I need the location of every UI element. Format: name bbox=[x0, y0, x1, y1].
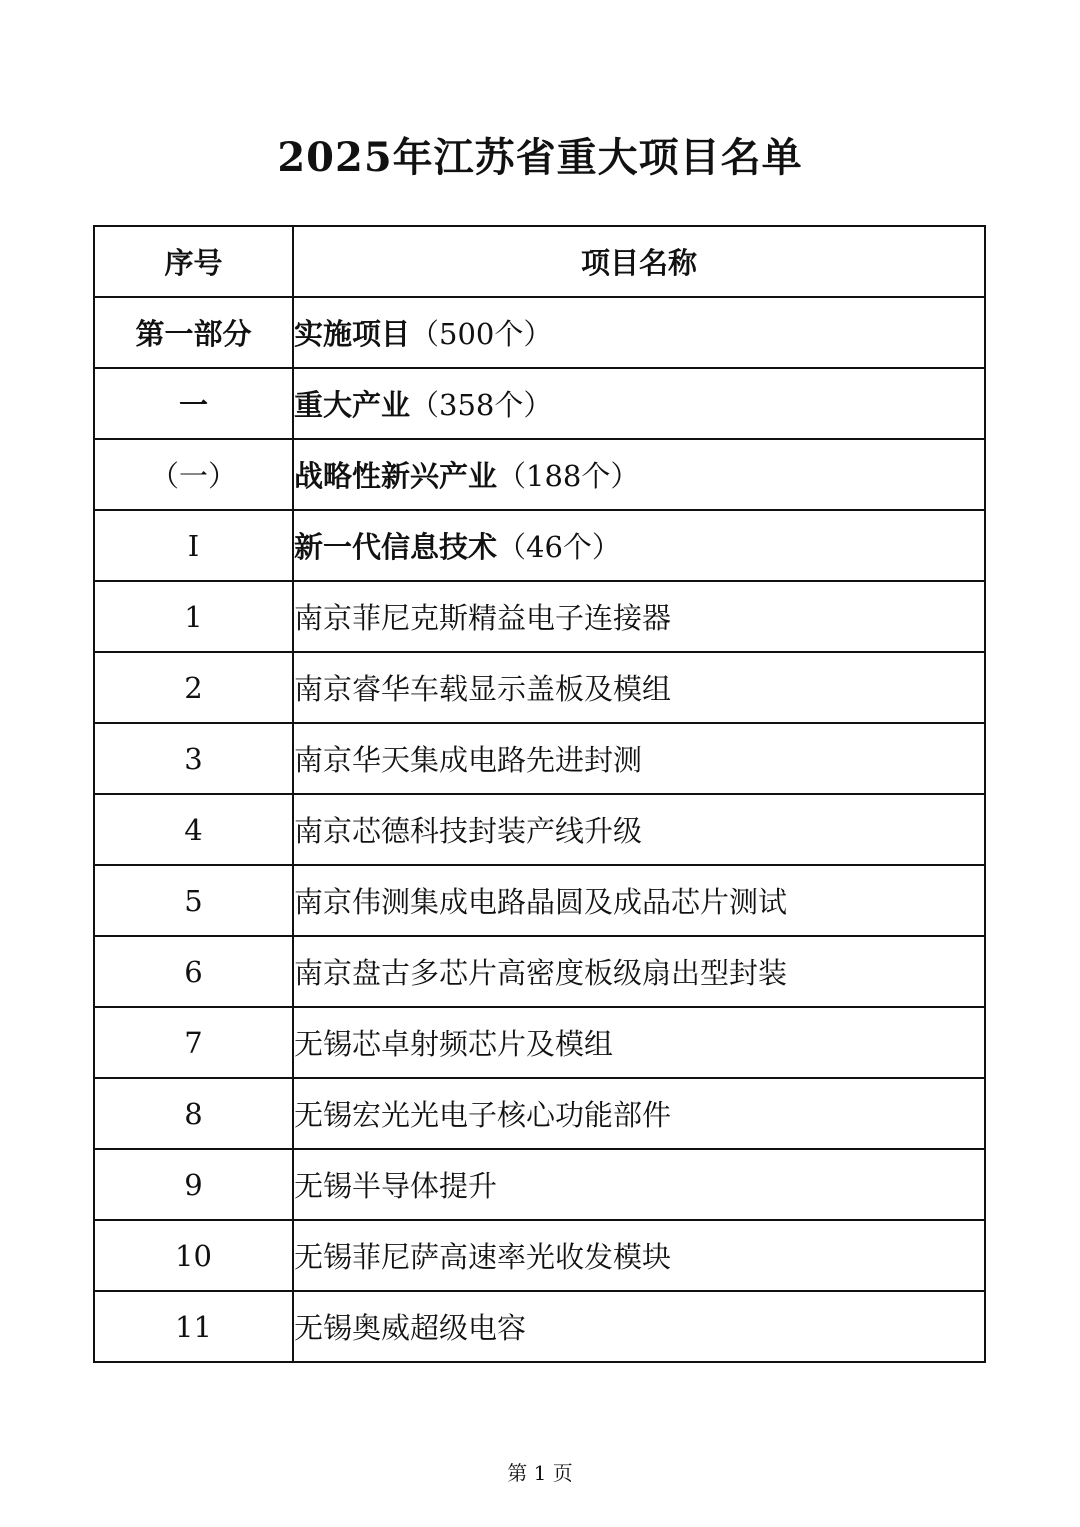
row-seq: 7 bbox=[94, 1007, 293, 1078]
section-count: （46个） bbox=[497, 530, 621, 564]
row-seq: 9 bbox=[94, 1149, 293, 1220]
section-seq: （一） bbox=[94, 439, 293, 510]
row-seq: 6 bbox=[94, 936, 293, 1007]
row-project-name: 无锡菲尼萨高速率光收发模块 bbox=[293, 1220, 985, 1291]
section-row-part bbox=[94, 297, 985, 368]
section-name-cell bbox=[293, 368, 985, 439]
section-count: （500个） bbox=[410, 317, 553, 351]
row-project-name: 无锡奥威超级电容 bbox=[293, 1291, 985, 1362]
table-row bbox=[94, 936, 985, 1007]
section-count: （188个） bbox=[497, 459, 640, 493]
table-row bbox=[94, 1291, 985, 1362]
row-seq: 11 bbox=[94, 1291, 293, 1362]
row-seq: 4 bbox=[94, 794, 293, 865]
row-seq: 10 bbox=[94, 1220, 293, 1291]
row-project-name: 无锡宏光光电子核心功能部件 bbox=[293, 1078, 985, 1149]
header-name: 项目名称 bbox=[293, 226, 985, 297]
section-seq: 第一部分 bbox=[94, 297, 293, 368]
table-row bbox=[94, 1078, 985, 1149]
table-row bbox=[94, 1007, 985, 1078]
project-table bbox=[93, 225, 986, 1363]
section-name-cell bbox=[293, 297, 985, 368]
row-project-name: 南京华天集成电路先进封测 bbox=[293, 723, 985, 794]
section-count: （358个） bbox=[410, 388, 553, 422]
page-number: 第 1 页 bbox=[507, 1461, 573, 1485]
table-row bbox=[94, 723, 985, 794]
row-project-name: 南京盘古多芯片高密度板级扇出型封装 bbox=[293, 936, 985, 1007]
row-project-name: 南京睿华车载显示盖板及模组 bbox=[293, 652, 985, 723]
section-seq: Ⅰ bbox=[94, 510, 293, 581]
section-seq: 一 bbox=[94, 368, 293, 439]
row-project-name: 南京芯德科技封装产线升级 bbox=[293, 794, 985, 865]
section-name-cell bbox=[293, 510, 985, 581]
table-row bbox=[94, 865, 985, 936]
section-name: 新一代信息技术 bbox=[294, 530, 498, 564]
header-seq: 序号 bbox=[94, 226, 293, 297]
row-seq: 3 bbox=[94, 723, 293, 794]
section-row-subcategory bbox=[94, 439, 985, 510]
row-seq: 2 bbox=[94, 652, 293, 723]
section-name: 战略性新兴产业 bbox=[294, 459, 498, 493]
page-title: 2025年江苏省重大项目名单 bbox=[277, 134, 803, 181]
row-seq: 1 bbox=[94, 581, 293, 652]
section-name-cell bbox=[293, 439, 985, 510]
table-row bbox=[94, 1149, 985, 1220]
section-name: 重大产业 bbox=[294, 388, 411, 422]
section-name: 实施项目 bbox=[294, 317, 411, 351]
row-seq: 5 bbox=[94, 865, 293, 936]
table-header-row bbox=[94, 226, 985, 297]
table-row bbox=[94, 652, 985, 723]
table-row bbox=[94, 1220, 985, 1291]
row-project-name: 南京伟测集成电路晶圆及成品芯片测试 bbox=[293, 865, 985, 936]
section-row-group bbox=[94, 510, 985, 581]
section-row-category bbox=[94, 368, 985, 439]
table-row bbox=[94, 581, 985, 652]
row-seq: 8 bbox=[94, 1078, 293, 1149]
row-project-name: 无锡芯卓射频芯片及模组 bbox=[293, 1007, 985, 1078]
row-project-name: 南京菲尼克斯精益电子连接器 bbox=[293, 581, 985, 652]
table-row bbox=[94, 794, 985, 865]
row-project-name: 无锡半导体提升 bbox=[293, 1149, 985, 1220]
